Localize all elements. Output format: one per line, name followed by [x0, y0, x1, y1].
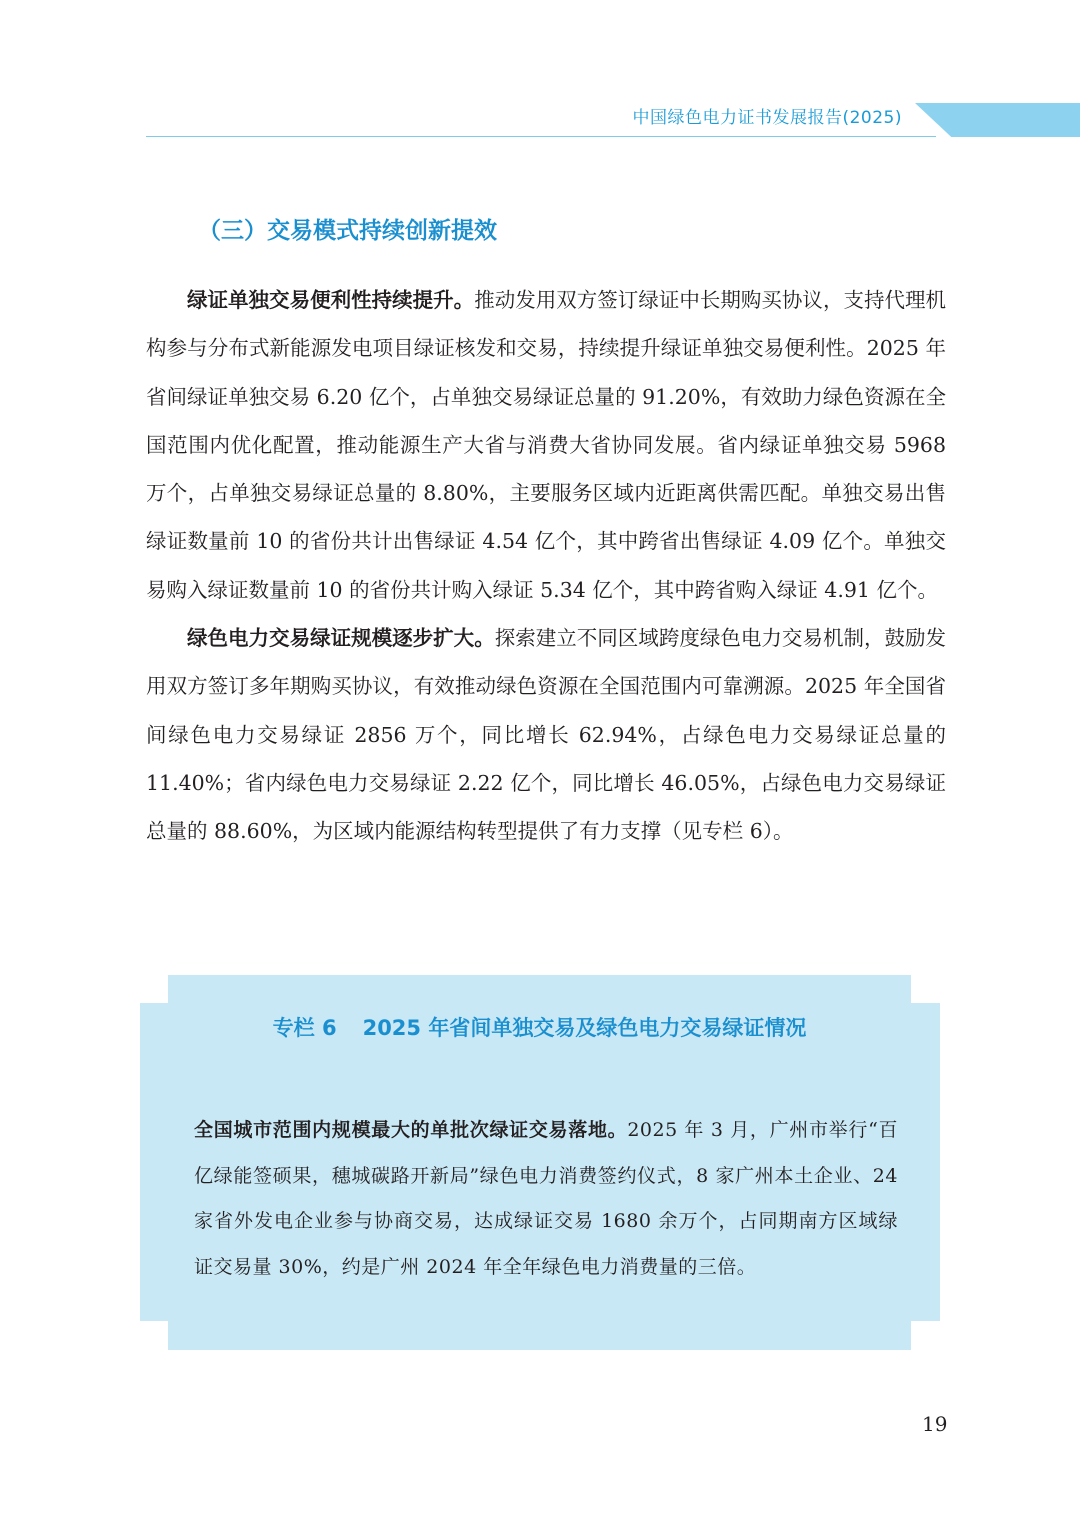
- sidebar-box-heading: 2025 年省间单独交易及绿色电力交易绿证情况: [362, 1016, 807, 1040]
- running-header-title: 中国绿色电力证书发展报告(2025): [632, 108, 902, 128]
- header-divider: [146, 136, 936, 137]
- sidebar-box-title: [168, 1012, 911, 1042]
- sidebar-box-text: 2025 年 3 月，广州市举行“百亿绿能签硕果，穗城碳路开新局”绿色电力消费签约仪式，8 家广州本土企业、24 家省外发电企业参与协商交易，达成绿证交易 1680 余万个，占同期南方区域绿证交易量 30%，约是广州 2024 年全年绿色电力消费量的三倍。: [194, 1119, 898, 1278]
- sidebar-box-lead: 全国城市范围内规模最大的单批次绿证交易落地。: [194, 1119, 628, 1141]
- sidebar-box-label: 专栏 6: [272, 1016, 337, 1040]
- sidebar-box-right-tab: [910, 1003, 940, 1321]
- paragraph-lead: 绿色电力交易绿证规模逐步扩大。: [187, 626, 495, 651]
- paragraph-text: 探索建立不同区域跨度绿色电力交易机制，鼓励发用双方签订多年期购买协议，有效推动绿色资源在全国范围内可靠溯源。2025 年全国省间绿色电力交易绿证 2856 万个，同比增长 62.94%，占绿色电力交易绿证总量的 11.40%；省内绿色电力交易绿证 2.22 亿个，同比增长 46.05%，占绿色电力交易绿证总量的 88.60%，为区域内能源结构转型提供了有力支撑（见专栏 6）。: [146, 626, 947, 844]
- paragraph-green-certificate-trading: [146, 276, 946, 614]
- section-heading: （三）交易模式持续创新提效: [198, 218, 497, 244]
- paragraph-green-power-trading: [146, 614, 946, 855]
- paragraph-lead: 绿证单独交易便利性持续提升。: [187, 288, 475, 312]
- sidebar-box-left-tab: [140, 1003, 170, 1321]
- body-text: [146, 276, 946, 856]
- paragraph-text: 推动发用双方签订绿证中长期购买协议，支持代理机构参与分布式新能源发电项目绿证核发和交易，持续提升绿证单独交易便利性。2025 年省间绿证单独交易 6.20 亿个，占单独交易绿证总量的 91.20%，有效助力绿色资源在全国范围内优化配置，推动能源生产大省与消费大省协同发展。省内绿证单独交易 5968 万个，占单独交易绿证总量的 8.80%，主要服务区域内近距离供需匹配。单独交易出售绿证数量前 10 的省份共计出售绿证 4.54 亿个，其中跨省出售绿证 4.09 亿个。单独交易购入绿证数量前 10 的省份共计购入绿证 5.34 亿个，其中跨省购入绿证 4.91 亿个。: [146, 288, 947, 602]
- page-number: 19: [922, 1412, 948, 1436]
- header-decorative-tab: [915, 103, 1080, 137]
- sidebar-box-body: [194, 1108, 898, 1290]
